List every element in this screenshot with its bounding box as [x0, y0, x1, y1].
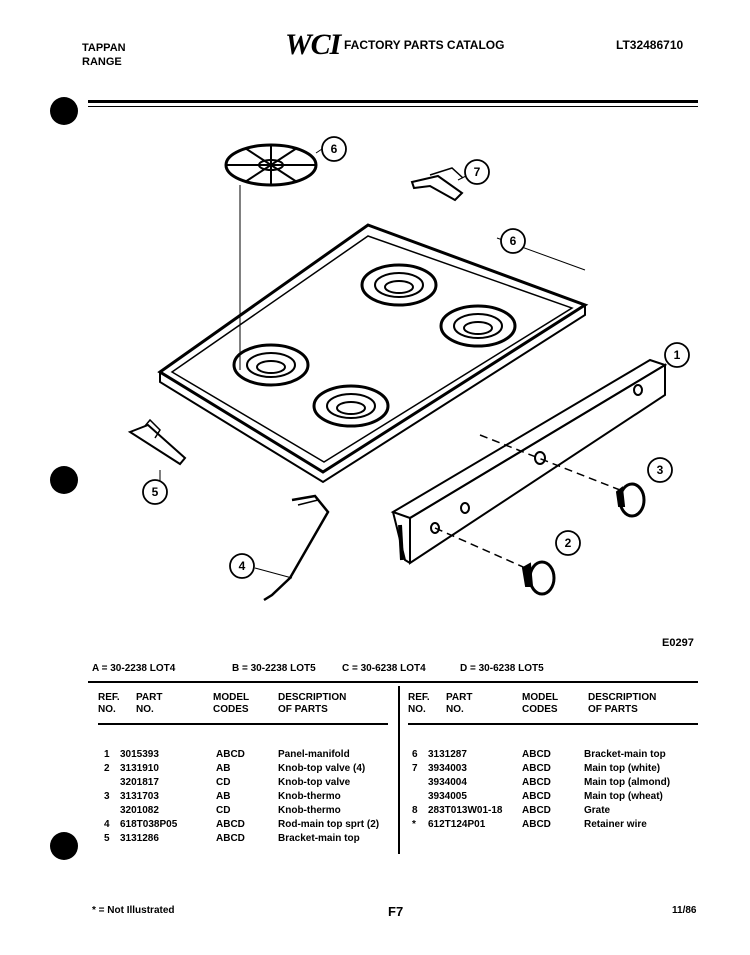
model-cell: ABCD [522, 763, 551, 774]
header-underline-left [98, 723, 388, 725]
desc-cell: Panel-manifold [278, 749, 350, 760]
header-ref-no-left: REF. NO. [98, 692, 120, 715]
desc-cell: Main top (almond) [584, 777, 671, 788]
brand-name: TAPPAN [82, 42, 126, 54]
part-cell: 3131910 [120, 763, 159, 774]
model-cell: AB [216, 763, 231, 774]
model-cell: ABCD [216, 749, 245, 760]
ref-cell: 6 [412, 749, 418, 760]
part-cell: 3934003 [428, 763, 467, 774]
desc-cell: Knob-thermo [278, 805, 341, 816]
ref-cell: 7 [412, 763, 418, 774]
model-cell: AB [216, 791, 231, 802]
part-cell: 3934004 [428, 777, 467, 788]
model-key-a: A = 30-2238 LOT4 [92, 663, 176, 674]
desc-cell: Knob-thermo [278, 791, 341, 802]
brand-product: RANGE [82, 56, 122, 68]
desc-cell: Rod-main top sprt (2) [278, 819, 380, 830]
bracket-part [412, 168, 463, 200]
callout-4: 4 [238, 559, 246, 573]
model-cell: ABCD [216, 819, 245, 830]
part-cell: 3934005 [428, 791, 467, 802]
revision-date: 11/86 [672, 905, 697, 916]
catalog-code: LT32486710 [616, 38, 684, 52]
catalog-title: FACTORY PARTS CATALOG [344, 38, 505, 52]
header-model-right: MODEL CODES [522, 692, 559, 715]
desc-cell: Main top (white) [584, 763, 661, 774]
diagram-code: E0297 [662, 637, 694, 649]
ref-cell: 5 [104, 833, 110, 844]
model-cell: ABCD [522, 749, 551, 760]
model-cell: ABCD [522, 777, 551, 788]
panel-manifold-part [393, 360, 665, 563]
table-header-row [0, 692, 750, 722]
callout-6b: 7 [473, 165, 481, 179]
ref-cell: 1 [104, 749, 110, 760]
desc-cell: Grate [584, 805, 611, 816]
part-cell: 3131287 [428, 749, 467, 760]
callout-6a: 6 [330, 142, 338, 156]
model-key-c: C = 30-6238 LOT4 [342, 663, 426, 674]
part-cell: 3131703 [120, 791, 159, 802]
top-valve-knob-part [523, 562, 554, 594]
part-cell: 3015393 [120, 749, 159, 760]
ref-cell: 3 [104, 791, 110, 802]
model-cell: ABCD [522, 805, 551, 816]
model-key-b: B = 30-2238 LOT5 [232, 663, 316, 674]
footnote: * = Not Illustrated [92, 905, 175, 916]
part-cell: 3201082 [120, 805, 159, 816]
part-cell: 618T038P05 [120, 819, 178, 830]
callout-5: 5 [151, 485, 159, 499]
logo-text: WCI [285, 28, 341, 61]
callout-1: 1 [673, 348, 681, 362]
binder-hole [50, 832, 78, 860]
part-cell: 3201817 [120, 777, 159, 788]
model-cell: ABCD [216, 833, 245, 844]
callout-7: 6 [509, 234, 517, 248]
model-cell: CD [216, 805, 231, 816]
part-cell: 612T124P01 [428, 819, 486, 830]
model-cell: ABCD [522, 791, 551, 802]
model-cell: CD [216, 777, 231, 788]
part-cell: 3131286 [120, 833, 159, 844]
part-cell: 283T013W01-18 [428, 805, 503, 816]
callout-3: 3 [656, 463, 664, 477]
desc-cell: Knob-top valve (4) [278, 763, 366, 774]
model-cell: ABCD [522, 819, 551, 830]
bracket-left-part [130, 420, 185, 464]
model-key-d: D = 30-6238 LOT5 [460, 663, 544, 674]
header-part-no-right: PART NO. [446, 692, 473, 715]
grate-part [226, 145, 316, 210]
ref-cell: 8 [412, 805, 418, 816]
desc-cell: Retainer wire [584, 819, 647, 830]
thermo-knob-part [617, 484, 644, 516]
header-desc-left: DESCRIPTION OF PARTS [278, 692, 347, 715]
desc-cell: Main top (wheat) [584, 791, 663, 802]
desc-cell: Knob-top valve [278, 777, 351, 788]
header-desc-right: DESCRIPTION OF PARTS [588, 692, 657, 715]
desc-cell: Bracket-main top [584, 749, 666, 760]
table-top-rule [88, 681, 698, 683]
page-number: F7 [388, 904, 404, 919]
rod-part [264, 496, 328, 600]
header-ref-no-right: REF. NO. [408, 692, 430, 715]
desc-cell: Bracket-main top [278, 833, 360, 844]
header-part-no-left: PART NO. [136, 692, 163, 715]
ref-cell: * [412, 819, 416, 830]
table-column-divider [398, 686, 400, 854]
callout-2: 2 [564, 536, 572, 550]
header-model-left: MODEL CODES [213, 692, 250, 715]
ref-cell: 2 [104, 763, 110, 774]
header-underline-right [408, 723, 698, 725]
ref-cell: 4 [104, 819, 110, 830]
